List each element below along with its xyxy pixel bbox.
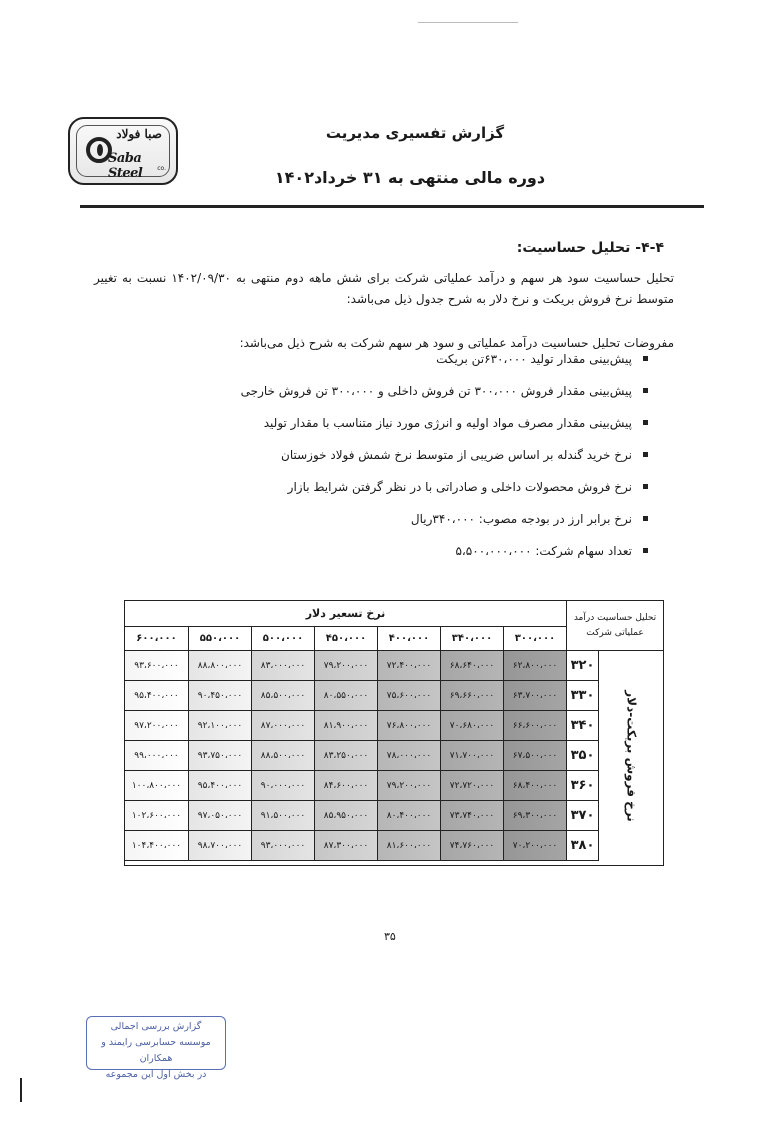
logo-tm: co. (157, 165, 166, 172)
table-cell: ۱۰۴،۴۰۰،۰۰۰ (125, 831, 188, 861)
scan-edge-mark (20, 1078, 22, 1102)
row-header: ۳۸۰ (566, 831, 598, 861)
table-cell: ۷۲،۴۰۰،۰۰۰ (377, 651, 440, 681)
table-cell: ۱۰۰،۸۰۰،۰۰۰ (125, 771, 188, 801)
logo-persian-text: صبا فولاد (116, 127, 162, 141)
table-cell: ۹۳،۰۰۰،۰۰۰ (251, 831, 314, 861)
table-cell: ۷۹،۲۰۰،۰۰۰ (314, 651, 377, 681)
table-cell: ۸۸،۵۰۰،۰۰۰ (251, 741, 314, 771)
table-cell: ۹۳،۶۰۰،۰۰۰ (125, 651, 188, 681)
auditor-stamp (86, 1016, 226, 1080)
table-cell: ۹۰،۴۵۰،۰۰۰ (188, 681, 251, 711)
table-cell: ۸۸،۸۰۰،۰۰۰ (188, 651, 251, 681)
briquette-rate-header (598, 651, 664, 861)
section-paragraph: تحلیل حساسیت سود هر سهم و درآمد عملیاتی شرکت برای شش ماهه دوم منتهی به ۱۴۰۲/۰۹/۳۰ نسبت به تغییر متوسط نرخ فروش بریکت و نرخ دلار به شرح جدول ذیل می‌باشد: (94, 271, 674, 306)
table-cell: ۸۰،۴۰۰،۰۰۰ (377, 801, 440, 831)
stamp-line-2: موسسه حسابرسی رایمند و همکاران (101, 1037, 211, 1064)
report-period: دوره مالی منتهی به ۳۱ خرداد۱۴۰۲ (274, 168, 546, 187)
table-cell: ۸۰،۵۵۰،۰۰۰ (314, 681, 377, 711)
table-cell: ۷۴،۷۶۰،۰۰۰ (440, 831, 503, 861)
table-cell: ۶۹،۳۰۰،۰۰۰ (503, 801, 566, 831)
table-cell: ۷۰،۶۸۰،۰۰۰ (440, 711, 503, 741)
report-title: گزارش تفسیری مدیریت (325, 124, 505, 142)
table-cell: ۸۴،۶۰۰،۰۰۰ (314, 771, 377, 801)
table-cell: ۷۶،۸۰۰،۰۰۰ (377, 711, 440, 741)
row-header: ۳۴۰ (566, 711, 598, 741)
table-cell: ۸۱،۶۰۰،۰۰۰ (377, 831, 440, 861)
table-cell: ۷۲،۷۲۰،۰۰۰ (440, 771, 503, 801)
row-header: ۳۶۰ (566, 771, 598, 801)
header-divider (80, 205, 704, 208)
table-cell: ۹۷،۲۰۰،۰۰۰ (125, 711, 188, 741)
table-cell: ۹۵،۴۰۰،۰۰۰ (125, 681, 188, 711)
table-cell: ۹۲،۱۰۰،۰۰۰ (188, 711, 251, 741)
column-header: ۶۰۰،۰۰۰ (125, 627, 188, 651)
table-cell: ۶۲،۸۰۰،۰۰۰ (503, 651, 566, 681)
corner-label-line-1: تحلیل حساسیت درآمد (573, 612, 657, 623)
top-rule (418, 22, 518, 23)
corner-label-line-2: عملیاتی شرکت (586, 627, 644, 638)
sensitivity-table (124, 600, 664, 866)
table-corner-header (566, 601, 663, 651)
column-header: ۳۰۰،۰۰۰ (503, 627, 566, 651)
list-item: پیش‌بینی مقدار تولید ۶۳۰،۰۰۰تن بریکت (241, 350, 648, 382)
column-header: ۳۴۰،۰۰۰ (440, 627, 503, 651)
table-cell: ۹۷،۰۵۰،۰۰۰ (188, 801, 251, 831)
list-item: نرخ فروش محصولات داخلی و صادراتی با در نظر گرفتن شرایط بازار (241, 478, 648, 510)
stamp-line-3: در بخش اول این مجموعه (105, 1069, 207, 1080)
column-header: ۵۵۰،۰۰۰ (188, 627, 251, 651)
table-cell: ۷۹،۲۰۰،۰۰۰ (377, 771, 440, 801)
table-cell: ۸۵،۵۰۰،۰۰۰ (251, 681, 314, 711)
table-cell: ۸۷،۳۰۰،۰۰۰ (314, 831, 377, 861)
table-cell: ۹۰،۰۰۰،۰۰۰ (251, 771, 314, 801)
briquette-rate-label: نرخ فروش بریکت-دلار (624, 690, 639, 822)
page-number: ۳۵ (384, 930, 396, 943)
list-item: پیش‌بینی مقدار فروش ۳۰۰،۰۰۰ تن فروش داخلی و ۳۰۰،۰۰۰ تن فروش خارجی (241, 382, 648, 414)
table-cell: ۷۰،۲۰۰،۰۰۰ (503, 831, 566, 861)
table-cell: ۱۰۲،۶۰۰،۰۰۰ (125, 801, 188, 831)
row-header: ۳۵۰ (566, 741, 598, 771)
list-item: نرخ خرید گندله بر اساس ضریبی از متوسط نرخ شمش فولاد خوزستان (241, 446, 648, 478)
table-cell: ۷۳،۷۴۰،۰۰۰ (440, 801, 503, 831)
table-cell: ۷۵،۶۰۰،۰۰۰ (377, 681, 440, 711)
table-cell: ۸۳،۰۰۰،۰۰۰ (251, 651, 314, 681)
list-item: پیش‌بینی مقدار مصرف مواد اولیه و انرژی مورد نیاز متناسب با مقدار تولید (241, 414, 648, 446)
table-cell: ۸۷،۰۰۰،۰۰۰ (251, 711, 314, 741)
table-cell: ۹۸،۷۰۰،۰۰۰ (188, 831, 251, 861)
assumptions-list (241, 350, 648, 574)
table-cell: ۹۱،۵۰۰،۰۰۰ (251, 801, 314, 831)
table-cell: ۹۵،۴۰۰،۰۰۰ (188, 771, 251, 801)
table-cell: ۸۳،۲۵۰،۰۰۰ (314, 741, 377, 771)
table-cell: ۶۹،۶۶۰،۰۰۰ (440, 681, 503, 711)
row-header: ۳۷۰ (566, 801, 598, 831)
section-heading: ۴-۴- تحلیل حساسیت: (516, 240, 664, 256)
table-cell: ۶۸،۶۴۰،۰۰۰ (440, 651, 503, 681)
table-cell: ۷۱،۷۰۰،۰۰۰ (440, 741, 503, 771)
dollar-rate-header: نرخ تسعیر دلار (125, 601, 566, 627)
column-header: ۵۰۰،۰۰۰ (251, 627, 314, 651)
table-cell: ۷۸،۰۰۰،۰۰۰ (377, 741, 440, 771)
list-item: نرخ برابر ارز در بودجه مصوب: ۳۴۰،۰۰۰ریال (241, 510, 648, 542)
table-cell: ۶۳،۷۰۰،۰۰۰ (503, 681, 566, 711)
table-cell: ۹۳،۷۵۰،۰۰۰ (188, 741, 251, 771)
table-cell: ۶۶،۶۰۰،۰۰۰ (503, 711, 566, 741)
stamp-line-1: گزارش بررسی اجمالی (110, 1021, 202, 1032)
column-header: ۴۰۰،۰۰۰ (377, 627, 440, 651)
list-item: تعداد سهام شرکت: ۵،۵۰۰،۰۰۰،۰۰۰ (241, 542, 648, 574)
company-logo (68, 117, 178, 185)
table-cell: ۹۹،۰۰۰،۰۰۰ (125, 741, 188, 771)
table-cell: ۶۸،۴۰۰،۰۰۰ (503, 771, 566, 801)
row-header: ۳۳۰ (566, 681, 598, 711)
table-cell: ۸۱،۹۰۰،۰۰۰ (314, 711, 377, 741)
column-header: ۴۵۰،۰۰۰ (314, 627, 377, 651)
row-header: ۳۲۰ (566, 651, 598, 681)
table-cell: ۶۷،۵۰۰،۰۰۰ (503, 741, 566, 771)
logo-english-text: Saba Steel (108, 151, 143, 181)
table-cell: ۸۵،۹۵۰،۰۰۰ (314, 801, 377, 831)
assumptions-intro: مفروضات تحلیل حساسیت درآمد عملیاتی و سود هر سهم شرکت به شرح ذیل می‌باشد: (239, 336, 674, 350)
